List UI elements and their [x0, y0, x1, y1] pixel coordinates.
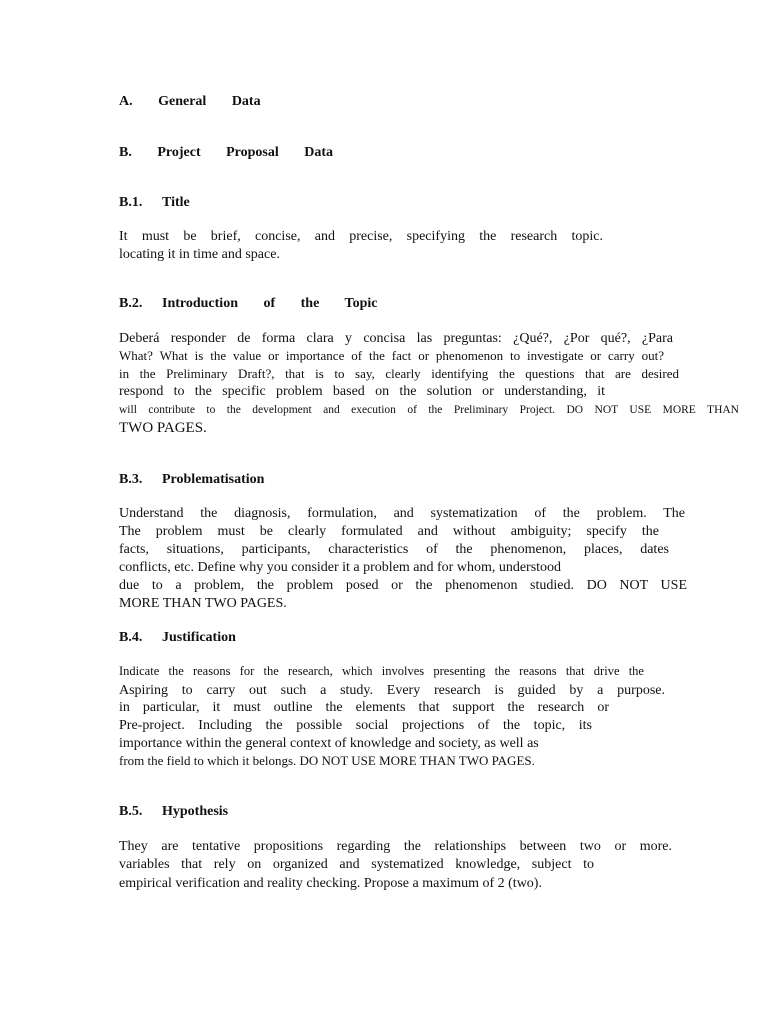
paragraph-line: Indicate the reasons for the research, which involves presenting the reasons that drive the: [119, 664, 644, 678]
section-heading-b3: [119, 472, 264, 488]
paragraph-line: The problem must be clearly formulated and without ambiguity; specify the: [119, 524, 659, 539]
heading-number: B.4.: [119, 630, 143, 645]
paragraph-line: What? What is the value or importance of the fact or phenomenon to investigate or carry out?: [119, 348, 664, 363]
paragraph-line: in the Preliminary Draft?, that is to say, clearly identifying the questions that are desired: [119, 366, 679, 381]
paragraph-line: facts, situations, participants, characteristics of the phenomenon, places, dates: [119, 542, 669, 557]
heading-number: B.1.: [119, 195, 143, 210]
paragraph-line: in particular, it must outline the elements that support the research or: [119, 700, 609, 715]
paragraph-line: empirical verification and reality checking. Propose a maximum of 2 (two).: [119, 876, 542, 891]
paragraph-line: They are tentative propositions regarding the relationships between two or more.: [119, 839, 672, 854]
section-heading-b: B. Project Proposal Data: [119, 145, 334, 160]
heading-number: B.3.: [119, 472, 143, 487]
paragraph-line: Aspiring to carry out such a study. Every research is guided by a purpose.: [119, 683, 665, 698]
heading-title: Justification: [162, 630, 236, 645]
section-heading-b2: [119, 296, 378, 312]
paragraph-line: conflicts, etc. Define why you consider it a problem and for whom, understood: [119, 560, 562, 575]
heading-number: B.5.: [119, 804, 143, 819]
paragraph-line: Pre-project. Including the possible social projections of the topic, its: [119, 718, 592, 733]
heading-title: Title: [162, 195, 190, 210]
heading-title: Problematisation: [162, 472, 265, 487]
section-heading-b1: [119, 195, 190, 211]
paragraph-line: It must be brief, concise, and precise, specifying the research topic.: [119, 229, 603, 244]
paragraph-line: Deberá responder de forma clara y concisa las preguntas: ¿Qué?, ¿Por qué?, ¿Para: [119, 331, 673, 346]
paragraph-line: TWO PAGES.: [119, 420, 207, 436]
paragraph-line: respond to the specific problem based on the solution or understanding, it: [119, 384, 605, 399]
section-heading-b4: [119, 630, 236, 646]
paragraph-line: from the field to which it belongs. DO NOT USE MORE THAN TWO PAGES.: [119, 753, 535, 768]
section-heading-a: A. General Data: [119, 94, 261, 109]
paragraph-line: importance within the general context of knowledge and society, as well as: [119, 736, 539, 751]
paragraph-line: due to a problem, the problem posed or the phenomenon studied. DO NOT USE: [119, 578, 687, 593]
heading-title: Hypothesis: [162, 804, 229, 819]
heading-number: B.2.: [119, 296, 143, 311]
paragraph-line: will contribute to the development and execution of the Preliminary Project. DO NOT USE MORE THAN: [119, 404, 739, 416]
section-heading-b5: [119, 804, 228, 820]
paragraph-line: locating it in time and space.: [119, 247, 280, 262]
paragraph-line: variables that rely on organized and systematized knowledge, subject to: [119, 857, 594, 872]
paragraph-line: Understand the diagnosis, formulation, and systematization of the problem. The: [119, 506, 685, 521]
heading-title: Introduction of the Topic: [162, 296, 378, 311]
paragraph-line: MORE THAN TWO PAGES.: [119, 596, 287, 611]
